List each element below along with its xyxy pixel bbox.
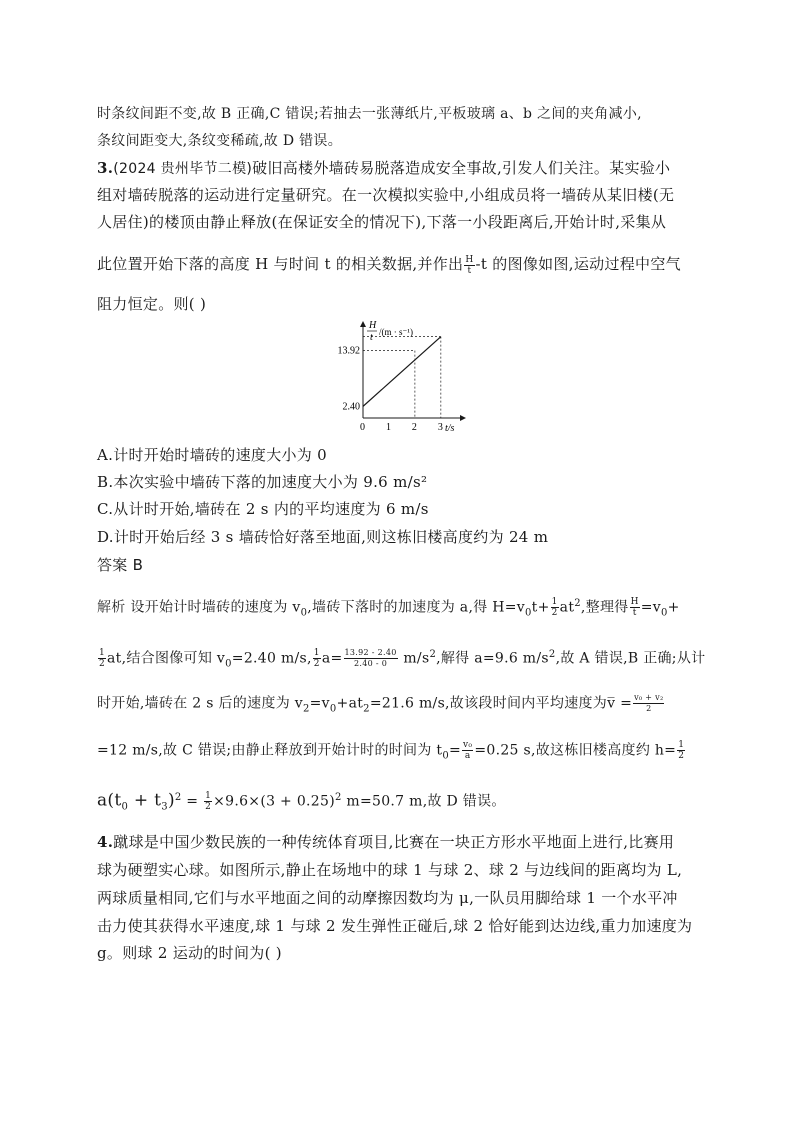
q3-option-a: A.计时开始时墙砖的速度大小为 0 bbox=[97, 446, 328, 464]
analysis-text: = bbox=[449, 742, 462, 759]
analysis-text: m/s bbox=[398, 650, 430, 667]
fraction-denominator: t bbox=[467, 265, 472, 276]
q3-stem-line-5: 阻力恒定。则( ) bbox=[97, 295, 207, 313]
q3-stem-line-1 bbox=[97, 158, 707, 179]
y-axis-label-unit: /(m · s⁻¹) bbox=[379, 327, 413, 337]
q3-option-c: C.从计时开始,墙砖在 2 s 内的平均速度为 6 m/s bbox=[97, 500, 429, 518]
analysis-text: =v bbox=[309, 695, 330, 712]
analysis-text: =2.40 m/s, bbox=[231, 650, 312, 667]
x-axis-label: t/s bbox=[445, 423, 455, 434]
q3-option-b: B.本次实验中墙砖下落的加速度大小为 9.6 m/s² bbox=[97, 473, 428, 491]
q3-stem-text-1: 破旧高楼外墙砖易脱落造成安全事故,引发人们关注。某实验小 bbox=[252, 159, 671, 177]
fraction-half: $\frac{1}{2}$ bbox=[313, 648, 320, 670]
analysis-label: 解析 bbox=[97, 599, 126, 616]
q4-number: 4. bbox=[97, 833, 114, 851]
q4-stem-text-1: 蹴球是中国少数民族的一种传统体育项目,比赛在一块正方形水平地面上进行,比赛用 bbox=[113, 833, 675, 851]
q4-stem-line-4: 击力使其获得水平速度,球 1 与球 2 发生弹性正碰后,球 2 恰好能到达边线,重力加速度为 bbox=[97, 917, 693, 935]
y-axis-label-num: H bbox=[369, 320, 377, 331]
analysis-text: ×9.6×(3 + 0.25) bbox=[213, 793, 335, 810]
analysis-text: =12 m/s,故 C 错误;由静止释放到开始计时的时间为 t bbox=[97, 742, 443, 759]
x-tick-label: 2 bbox=[411, 422, 417, 433]
analysis-text: at,结合图像可知 v bbox=[107, 650, 226, 667]
q3-ratio-fraction bbox=[464, 255, 474, 276]
fraction-half: $\frac{1}{2}$ bbox=[205, 791, 212, 813]
fraction-h-over-t: $\frac{H}{t}$ bbox=[630, 597, 639, 619]
q3-number: 3. bbox=[97, 159, 114, 177]
series-line bbox=[363, 337, 441, 407]
analysis-text: a(t bbox=[97, 790, 122, 811]
prev-explanation-line-2: 条纹间距变大,条纹变稀疏,故 D 错误。 bbox=[97, 133, 343, 149]
analysis-text: ,墙砖下落时的加速度为 a,得 H=v bbox=[307, 599, 525, 616]
analysis-text: ,整理得 bbox=[580, 599, 629, 616]
q3-source: (2024 贵州毕节二模) bbox=[113, 161, 253, 177]
q3-analysis-line-3: 时开始,墙砖在 2 s 后的速度为 $v_2=v_0+at_2=21.6$ m/s,故该段时间内平均速度为v̅ = $\frac{\text{v₀ + v₂}}{2}$ bbox=[97, 693, 664, 715]
q4-stem-line-2: 球为硬塑实心球。如图所示,静止在场地中的球 1 与球 2、球 2 与边线间的距离均为 L, bbox=[97, 861, 683, 879]
y-tick-label: 13.92 bbox=[337, 345, 360, 357]
q3-stem-line-3: 人居住)的楼顶由静止释放(在保证安全的情况下),下落一小段距离后,开始计时,采集从 bbox=[97, 213, 667, 231]
analysis-text: 设开始计时墙砖的速度为 v bbox=[125, 599, 301, 616]
analysis-text: at bbox=[559, 599, 575, 616]
analysis-text: 时开始,墙砖在 2 s 后的速度为 v bbox=[97, 695, 303, 712]
analysis-text: v̅ = bbox=[607, 695, 633, 712]
y-axis-label-den: t bbox=[370, 332, 373, 343]
analysis-text: =v bbox=[640, 599, 661, 616]
x-tick-label: 0 bbox=[360, 422, 365, 433]
fraction-half: $\frac{1}{2}$ bbox=[99, 648, 106, 670]
fraction-average: $\frac{\text{v₀ + v₂}}{2}$ bbox=[634, 693, 664, 713]
analysis-text: ) bbox=[167, 790, 175, 811]
q3-analysis-line-5: $a(t_0 + t_3)^2$ = $\frac{1}{2}$ $\times 9.6\times(3 + 0.25)^2$ m=50.7 m,故 D 错误。 bbox=[97, 790, 506, 813]
fraction-slope: $\frac{13.92 - 2.40}{2.40 - 0}$ bbox=[344, 648, 397, 669]
q4-stem-line-1 bbox=[97, 832, 707, 852]
q3-stem-line-4 bbox=[97, 254, 707, 276]
q4-stem-line-3: 两球质量相同,它们与水平地面之间的动摩擦因数均为 μ,一队员用脚给球 1 一个水平冲 bbox=[97, 889, 678, 907]
q4-stem-line-5: g。则球 2 运动的时间为( ) bbox=[97, 944, 282, 962]
analysis-text: =0.25 s,故这栋旧楼高度约 h= bbox=[474, 742, 677, 759]
q3-stem-text-4b: -t 的图像如图,运动过程中空气 bbox=[475, 255, 681, 273]
analysis-text: ,解得 a=9.6 m/s bbox=[436, 650, 549, 667]
analysis-text: = bbox=[181, 793, 204, 810]
fraction-numerator: H bbox=[465, 254, 474, 265]
q3-option-d: D.计时开始后经 3 s 墙砖恰好落至地面,则这栋旧楼高度约为 24 m bbox=[97, 528, 549, 546]
analysis-text: +at bbox=[336, 695, 364, 712]
y-tick-label: 2.40 bbox=[342, 401, 360, 413]
x-tick-label: 1 bbox=[385, 422, 391, 433]
analysis-text: + t bbox=[128, 790, 162, 811]
analysis-text: ,故 A 错误,B 正确;从计 bbox=[555, 650, 706, 667]
analysis-text: t+ bbox=[531, 599, 550, 616]
analysis-text: =21.6 m/s,故该段时间内平均速度为 bbox=[369, 695, 608, 712]
analysis-text: m=50.7 m,故 D 错误。 bbox=[341, 793, 506, 810]
fraction-half: $\frac{1}{2}$ bbox=[551, 597, 558, 619]
fraction-half: $\frac{1}{2}$ bbox=[678, 740, 685, 761]
x-tick-label: 3 bbox=[437, 422, 443, 433]
q3-graph bbox=[325, 318, 475, 438]
q3-answer: 答案 B bbox=[97, 556, 144, 574]
q3-analysis-line-2: $\frac{1}{2}$ at,结合图像可知 $v_0=2.40$ m/s, $\frac{1}{2}$ a= $\frac{13.92 - 2.40}{2.40 - 0}$ $m/s^2$,解得 a=9.6 $m/s^2$,故 A 错误,B 正确;从计 bbox=[99, 648, 706, 670]
q3-analysis-line-4: =12 m/s,故 C 错误;由静止释放到开始计时的时间为 $t_0=$ $\frac{\text{v₀}}{a}$ =0.25 s,故这栋旧楼高度约 h= $\frac{1}{2}$ bbox=[97, 740, 685, 762]
prev-explanation-line-1: 时条纹间距不变,故 B 正确,C 错误;若抽去一张薄纸片,平板玻璃 a、b 之间的夹角减小, bbox=[97, 106, 642, 122]
q3-graph-svg bbox=[325, 318, 475, 438]
q3-stem-text-4a: 此位置开始下落的高度 H 与时间 t 的相关数据,并作出 bbox=[97, 255, 464, 273]
analysis-text: + bbox=[667, 599, 680, 616]
q3-stem-line-2: 组对墙砖脱落的运动进行定量研究。在一次模拟实验中,小组成员将一墙砖从某旧楼(无 bbox=[97, 186, 675, 204]
fraction-v0-over-a: $\frac{\text{v₀}}{a}$ bbox=[463, 740, 473, 761]
analysis-text: a= bbox=[321, 650, 343, 667]
q3-analysis-line-1: 解析 设开始计时墙砖的速度为 $v_0$,墙砖下落时的加速度为 a,得 $H=v_0t+$ $\frac{1}{2}$ $at^2$,整理得 $\frac{H}{t}$ $=v_0+$ bbox=[97, 597, 680, 619]
